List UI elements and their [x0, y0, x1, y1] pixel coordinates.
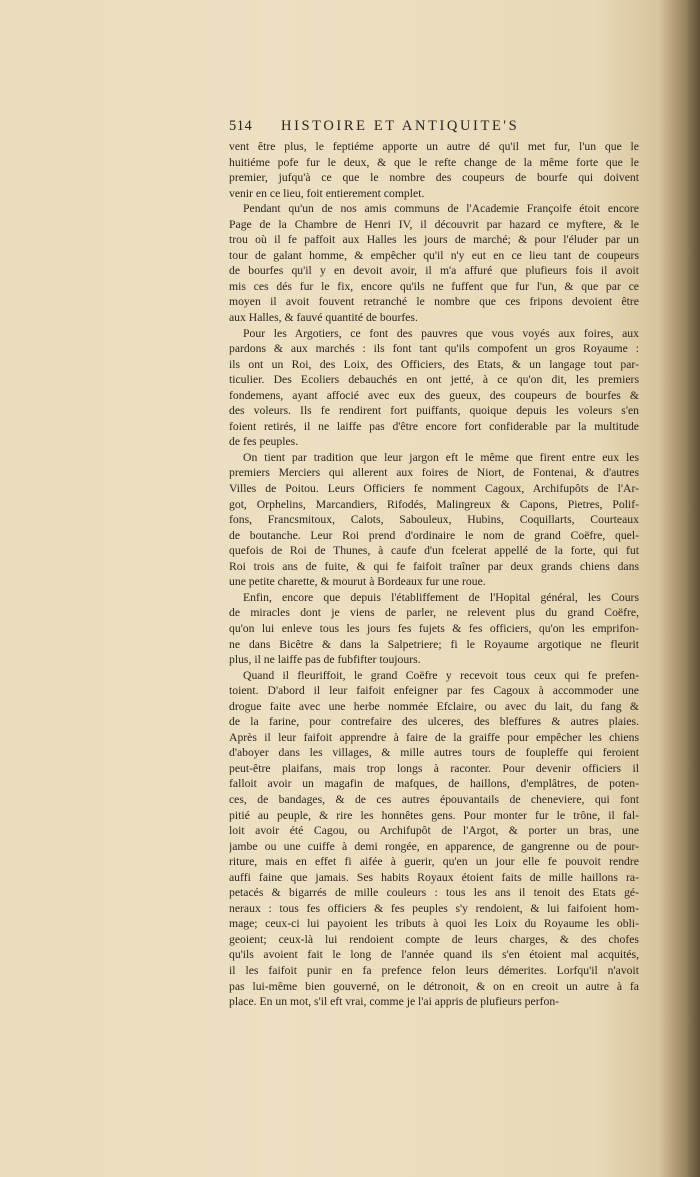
text-line: Après il leur faifoit apprendre à faire de la graiffe pour empêcher les chiens	[229, 730, 639, 744]
text-line: petacés & bigarrés de mille couleurs : tous les ans il tenoit des Etats gé-	[229, 886, 639, 900]
text-line: qu'on lui enleve tous les jours fes fujets & fes officiers, qu'on les emprifon-	[229, 621, 639, 635]
paragraph-first-line: Quand il fleuriffoit, le grand Coëfre y recevoit tous ceux qui fe prefen-	[243, 668, 639, 682]
text-line: toient. D'abord il leur faifoit enfeigner par fes Cagoux à accommoder une	[229, 684, 639, 698]
text-line: de la farine, pour contrefaire des ulceres, des bleffures & autres plaies.	[229, 715, 639, 729]
text-line: mage; ceux-ci lui payoient les tributs à quoi les Loix du Royaume les obli-	[229, 917, 639, 931]
text-line: trou où il fe paffoit aux Halles les jours de marché; & pour l'éluder par un	[229, 233, 639, 247]
text-line: loit avoir été Cagou, ou Archifupôt de l'Argot, & porter un bras, une	[229, 824, 639, 838]
text-line: place. En un mot, s'il eft vrai, comme je l'ai appris de plufieurs perfon-	[229, 995, 560, 1009]
paragraph-first-line: Pour les Argotiers, ce font des pauvres que vous voyés aux foires, aux	[243, 326, 639, 340]
text-line: ne dans Bicêtre & dans la Salpetriere; fi le Royaume argotique ne fleurit	[229, 637, 639, 651]
text-line: Page de la Chambre de Henri IV, il découvrit par hazard ce myftere, & le	[229, 217, 639, 231]
text-line: geoient; ceux-là lui rendoient compte de leurs charges, & des chofes	[229, 932, 639, 946]
paragraph-first-line: Enfin, encore que depuis l'établiffement de l'Hopital général, les Cours	[243, 590, 639, 604]
text-line: quefois de Roi de Thunes, à caufe d'un fcelerat appellé de la forte, qui fut	[229, 544, 639, 558]
text-line: qu'ils avoient fait le long de l'année quand ils s'en étoient mal acquités,	[229, 948, 639, 962]
running-header	[229, 118, 629, 140]
text-line: des voleurs. Ils fe rendirent fort puiffants, quoique depuis les voleurs s'en	[229, 404, 639, 418]
text-line: premiers Merciers qui allerent aux foires de Niort, de Fontenai, & d'autres	[229, 466, 639, 480]
body-text	[229, 139, 639, 1010]
text-line: il les faifoit punir en fa prefence felon leurs démerites. Lorfqu'il n'avoit	[229, 963, 639, 977]
text-line: falloit avoir un magafin de mafques, de haillons, d'emplâtres, de poten-	[229, 777, 639, 791]
text-line: ils ont un Roi, des Loix, des Officiers, des Etats, & un langage tout par-	[229, 357, 639, 371]
text-line: de miracles dont je viens de parler, ne relevent plus du grand Coëfre,	[229, 606, 639, 620]
text-line: aux Halles, & fauvé quantité de bourfes.	[229, 311, 418, 325]
text-line: fondemens, ayant affocié avec eux des gueux, des coupeurs de bourfes &	[229, 388, 639, 402]
text-line: pardons & aux marchés : ils font tant qu'ils compofent un gros Royaume :	[229, 342, 639, 356]
text-line: de bourfes qu'il y en devoit avoir, il m'a affuré que plufieurs fois il avoit	[229, 264, 639, 278]
text-line: got, Orphelins, Marcandiers, Rifodés, Malingreux & Capons, Pietres, Polif-	[229, 497, 639, 511]
paragraph-first-line: vent être plus, le feptiéme apporte un autre dé qu'il met fur, l'un que le	[229, 140, 639, 153]
text-line: jambe ou une cuiffe à demi rongée, en apparence, de gangrenne ou de pour-	[229, 839, 639, 853]
text-line: Roi trois ans de fuite, & qui fe faifoit traîner par deux grands chiens dans	[229, 559, 639, 573]
text-line: neraux : tous fes officiers & fes peuples s'y rendoient, & lui faifoient hom-	[229, 901, 639, 915]
text-line: Villes de Poitou. Leurs Officiers fe nomment Cagoux, Archifupôts de l'Ar-	[229, 482, 639, 496]
text-line: mis ces dés fur le fix, encore qu'ils ne fuffent que fur l'un, & que par ce	[229, 279, 639, 293]
text-line: pitié au peuple, & rire les honnêtes gens. Pour monter fur le trône, il fal-	[229, 808, 639, 822]
text-line: tour de galant homme, & empêcher qu'il n'y eut en ce lieu tant de coupeurs	[229, 248, 639, 262]
page-edge-shadow	[660, 0, 700, 1177]
text-line: huitiéme pofe fur le deux, & que le refte change de la même forte que le	[229, 155, 639, 169]
text-line: ticulier. Des Ecoliers debauchés en ont jetté, à ce qu'on dit, les premiers	[229, 373, 639, 387]
text-line: de boutanche. Leur Roi prend d'ordinaire le nom de grand Coëfre, quel-	[229, 528, 639, 542]
page-number: 514	[229, 118, 253, 134]
text-line: drogue faite avec une herbe nommée Efclaire, ou avec du lait, du fang &	[229, 699, 639, 713]
text-line: de fes peuples.	[229, 435, 299, 449]
text-line: fons, Francsmitoux, Calots, Sabouleux, Hubins, Coquillarts, Courteaux	[229, 513, 639, 527]
text-line: plus, il ne laiffe pas de fubfifter toujours.	[229, 653, 421, 667]
running-title: HISTOIRE ET ANTIQUITE'S	[281, 118, 520, 134]
text-line: venir en ce lieu, foit entierement complet.	[229, 186, 425, 200]
text-line: ces, de bandages, & de ces autres épouvantails de cheneviere, qui font	[229, 792, 639, 806]
text-line: d'aboyer dans les villages, & mille autres tours de foupleffe qui feroient	[229, 746, 639, 760]
text-line: premier, jufqu'à ce que le nombre des coupeurs de bourfe qui doivent	[229, 171, 639, 185]
paragraph-first-line: On tient par tradition que leur jargon eft le même que firent entre eux les	[243, 450, 639, 464]
text-line: foient retirés, il ne laiffe pas d'être encore fort confiderable par la multitude	[229, 419, 639, 433]
text-line: moyen il avoit fouvent retranché le nombre que ces fripons devoient être	[229, 295, 639, 309]
text-line: pas lui-même bien gouverné, on le détronoit, & on en creoit un autre à fa	[229, 979, 639, 993]
text-line: auffi faine que jamais. Ses habits Royaux étoient faits de mille haillons ra-	[229, 870, 639, 884]
paragraph-first-line: Pendant qu'un de nos amis communs de l'Academie Françoife étoit encore	[243, 202, 639, 216]
text-line: riture, mais en effet fi aifée à guerir, qu'en un jour elle fe pouvoit rendre	[229, 855, 639, 869]
text-line: une petite charette, & mourut à Bordeaux fur une roue.	[229, 575, 486, 589]
text-line: peut-être plaifans, mais trop longs à raconter. Pour devenir officiers il	[229, 761, 639, 775]
